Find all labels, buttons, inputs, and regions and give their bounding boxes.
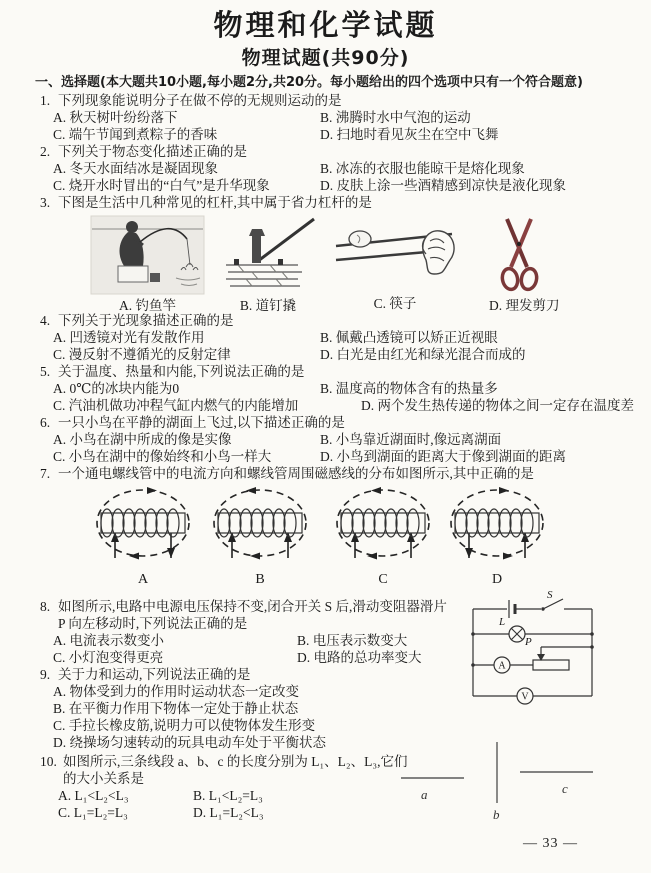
question-6 [0, 414, 651, 431]
question-text: 关于力和运动,下列说法正确的是 [58, 667, 251, 682]
question-1 [0, 92, 651, 109]
figure-label-b: B [255, 572, 265, 587]
option-c: C. 小灯泡变得更亮 [53, 650, 164, 665]
question-5 [0, 363, 651, 380]
option-d: D. 电路的总功率变大 [297, 650, 422, 665]
question-5-options-cd [0, 397, 651, 414]
question-3 [0, 194, 651, 211]
line-segments-diagram [393, 733, 611, 828]
question-number: 7. [40, 466, 51, 481]
option-b: B. 佩戴凸透镜可以矫正近视眼 [320, 330, 498, 345]
option-b: B. 温度高的物体含有的热量多 [320, 381, 498, 396]
solenoid-figure-a [93, 486, 193, 588]
option-d: D. 皮肤上涂一些酒精感到凉快是液化现象 [320, 178, 566, 193]
chopsticks-illustration [330, 215, 460, 293]
question-text: 下列现象能说明分子在做不停的无规则运动的是 [58, 93, 342, 108]
solenoid-figure-b [210, 486, 310, 588]
question-text: 如图所示,电路中电源电压保持不变,闭合开关 S 后,滑动变阻器滑片 P 向左移动时,下列说法正确的是 [58, 599, 447, 631]
option-b: B. L₁<L₂=L₃ [193, 788, 263, 803]
question-number: 8. [40, 599, 51, 614]
option-d: D. 扫地时看见灰尘在空中飞舞 [320, 127, 499, 142]
section-heading: 一、选择题(本大题共10小题,每小题2分,共20分。每小题给出的四个选项中只有一个符合题意) [35, 75, 583, 90]
solenoid-diagram-a [93, 486, 193, 564]
question-2 [0, 143, 651, 160]
option-d: D. 两个发生热传递的物体之间一定存在温度差 [361, 398, 634, 413]
question-number: 10. [40, 754, 57, 769]
question-5-options-ab [0, 380, 651, 397]
option-a: A. 凹透镜对光有发散作用 [53, 330, 205, 345]
option-d: D. 绕操场匀速转动的玩具电动车处于平衡状态 [53, 735, 326, 750]
solenoid-diagram-b [210, 486, 310, 564]
solenoid-figure-c [333, 486, 433, 588]
question-2-options [0, 160, 651, 194]
figure-label-c: C. 筷子 [373, 296, 417, 311]
fishing-rod-illustration [90, 215, 205, 295]
segment-label-c: c [562, 781, 568, 796]
page-number: — 33 — [523, 836, 578, 851]
option-b: B. 小鸟靠近湖面时,像远离湖面 [320, 432, 502, 447]
option-c: C. 漫反射不遵循光的反射定律 [53, 347, 231, 362]
slider-label: P [525, 636, 532, 648]
question-4-options [0, 329, 651, 363]
question-text: 下图是生活中几种常见的杠杆,其中属于省力杠杆的是 [58, 195, 372, 210]
question-6-options [0, 431, 651, 465]
segment-label-b: b [493, 807, 500, 822]
option-c: C. 端午节闻到煮粽子的香味 [53, 127, 218, 142]
question-text: 下列关于物态变化描述正确的是 [58, 144, 247, 159]
figure-label-a: A [137, 572, 149, 587]
scissors-illustration [489, 215, 551, 295]
option-a: A. 小鸟在湖中所成的像是实像 [53, 432, 232, 447]
solenoid-diagram-c [333, 486, 433, 564]
question-text: 关于温度、热量和内能,下列说法正确的是 [58, 364, 305, 379]
lamp-label: L [499, 616, 506, 628]
page-title: 物理和化学试题 [213, 8, 438, 42]
voltmeter-label: V [521, 691, 529, 703]
option-a: A. L₁<L₂<L₃ [58, 788, 129, 803]
question-4 [0, 312, 651, 329]
question-text: 下列关于光现象描述正确的是 [58, 313, 234, 328]
option-c: C. 手拉长橡皮筋,说明力可以使物体发生形变 [53, 718, 316, 733]
question-text: 一个通电螺线管中的电流方向和螺线管周围磁感线的分布如图所示,其中正确的是 [58, 466, 534, 481]
option-c: C. 烧开水时冒出的“白气”是升华现象 [53, 178, 270, 193]
option-a: A. 秋天树叶纷纷落下 [53, 110, 178, 125]
lever-figure-b [218, 215, 318, 314]
option-c: C. L₁=L₂=L₃ [58, 805, 128, 820]
exam-subtitle: 物理试题(共90分) [241, 47, 410, 69]
option-b: B. 沸腾时水中气泡的运动 [320, 110, 471, 125]
segment-label-a: a [421, 787, 428, 802]
figure-label-d: D. 理发剪刀 [489, 298, 560, 313]
solenoid-diagram-d [447, 486, 547, 564]
solenoid-figure-d [447, 486, 547, 588]
question-number: 4. [40, 313, 51, 328]
question-1-options [0, 109, 651, 143]
figure-label-a: A. 钓鱼竿 [119, 298, 176, 313]
question-number: 2. [40, 144, 51, 159]
lever-figure-d [489, 215, 560, 314]
lever-figure-a [90, 215, 205, 314]
question-number: 3. [40, 195, 51, 210]
option-b: B. 在平衡力作用下物体一定处于静止状态 [53, 701, 299, 716]
question-7-figures [0, 482, 651, 596]
question-text: 如图所示,三条线段 a、b、c 的长度分别为 L₁、L₂、L₃,它们的大小关系是 [63, 754, 408, 786]
figure-label-c: C [378, 572, 388, 587]
question-7 [0, 465, 651, 482]
option-a: A. 0℃的冰块内能为0 [53, 381, 180, 396]
spike-lever-illustration [218, 215, 318, 295]
question-number: 1. [40, 93, 51, 108]
circuit-figure [463, 589, 608, 709]
option-a: A. 物体受到力的作用时运动状态一定改变 [53, 684, 299, 699]
option-a: A. 电流表示数变小 [53, 633, 164, 648]
question-3-figures [0, 211, 651, 312]
circuit-diagram [463, 589, 608, 709]
option-d: D. 小鸟到湖面的距离大于像到湖面的距离 [320, 449, 566, 464]
lever-figure-c [330, 215, 460, 312]
option-d: D. L₁=L₂<L₃ [193, 805, 264, 820]
switch-label: S [547, 589, 553, 601]
option-b: B. 冰冻的衣服也能晾干是熔化现象 [320, 161, 525, 176]
figure-label-d: D [491, 572, 503, 587]
question-number: 5. [40, 364, 51, 379]
ammeter-label: A [498, 660, 506, 672]
question-number: 6. [40, 415, 51, 430]
option-c: C. 小鸟在湖中的像始终和小鸟一样大 [53, 449, 272, 464]
question-text: 一只小鸟在平静的湖面上飞过,以下描述正确的是 [58, 415, 345, 430]
line-segments-figure [393, 733, 611, 828]
option-b: B. 电压表示数变大 [297, 633, 408, 648]
option-d: D. 白光是由红光和绿光混合而成的 [320, 347, 526, 362]
figure-label-b: B. 道钉撬 [239, 298, 297, 313]
question-number: 9. [40, 667, 51, 682]
option-c: C. 汽油机做功冲程气缸内燃气的内能增加 [53, 398, 299, 413]
option-a: A. 冬天水面结冰是凝固现象 [53, 161, 218, 176]
